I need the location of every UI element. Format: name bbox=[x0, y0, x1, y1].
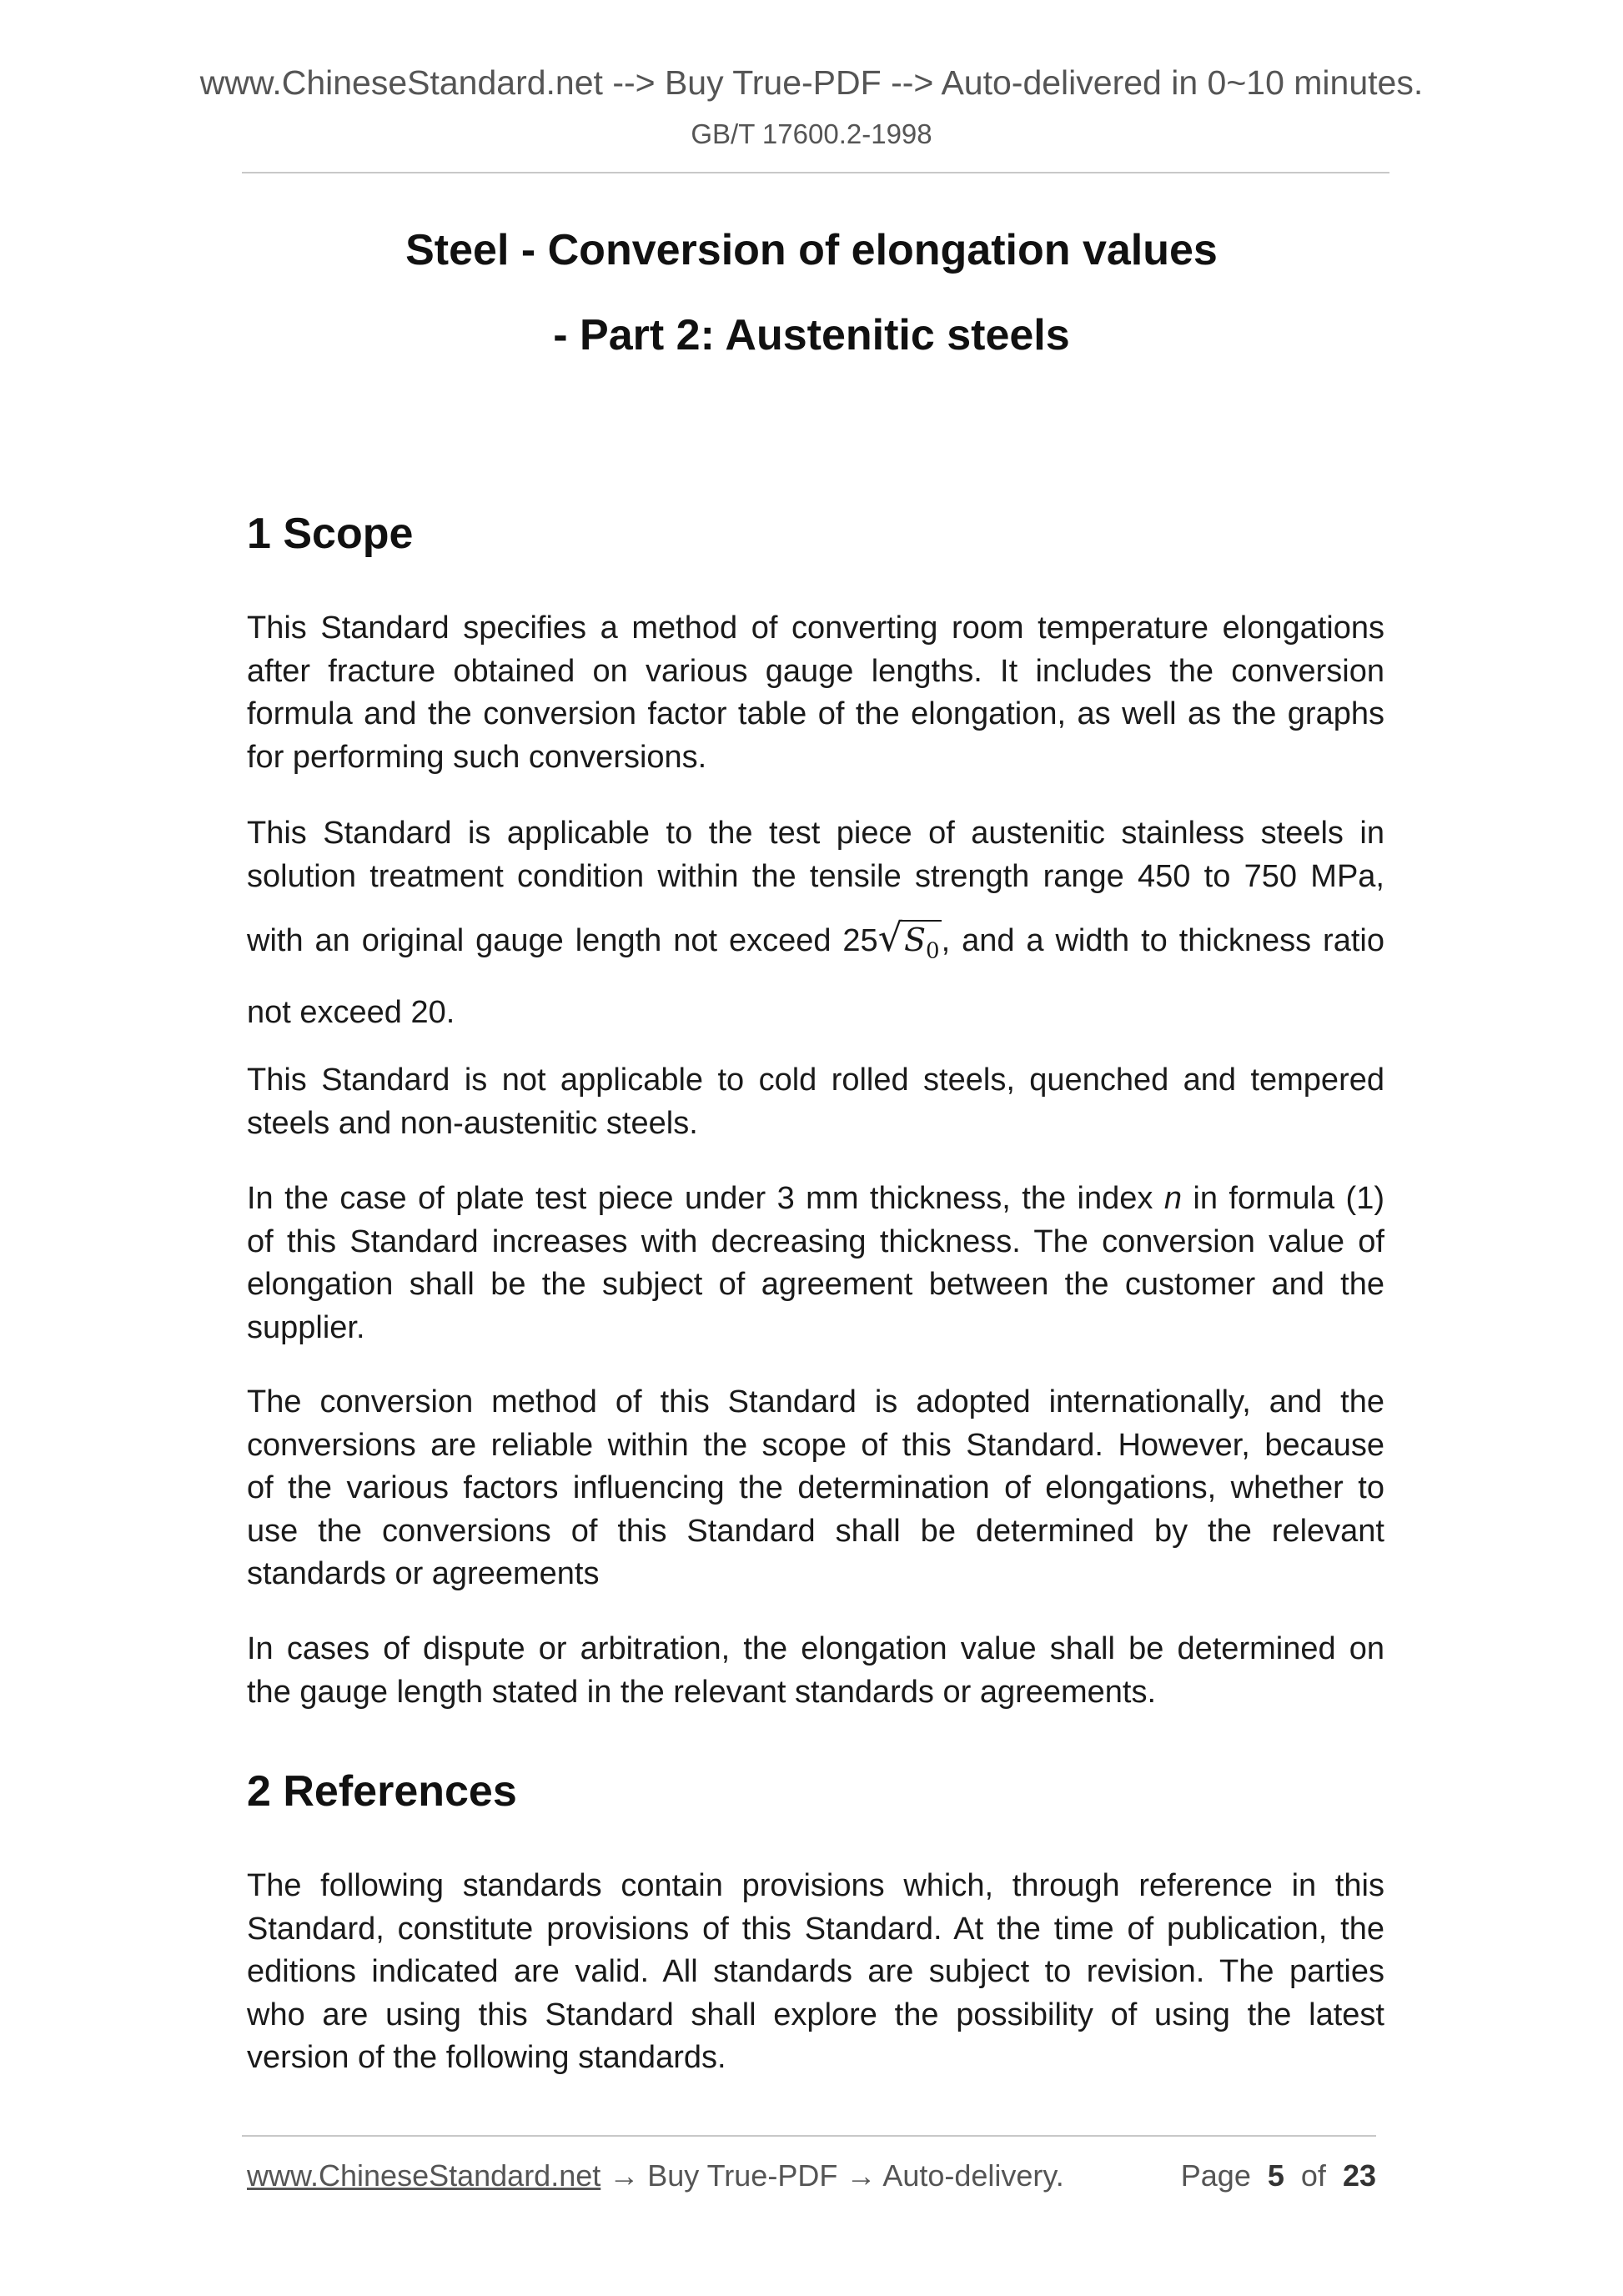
section-heading-references: 2 References bbox=[247, 1767, 517, 1816]
text-line bbox=[247, 1178, 1384, 1221]
text-line: version of the following standards. bbox=[247, 2040, 726, 2075]
text-line: The following standards contain provisions which, through reference in this bbox=[247, 1868, 1384, 1903]
scope-paragraph-3 bbox=[247, 1059, 1384, 1145]
document-title-line2: - Part 2: Austenitic steels bbox=[553, 311, 1070, 359]
radical-sign-icon: √ bbox=[877, 915, 902, 960]
page-of: of bbox=[1300, 2158, 1326, 2193]
page-indicator bbox=[1181, 2158, 1376, 2193]
text-line: This Standard is applicable to the test piece of austenitic stainless steels in bbox=[247, 816, 1384, 851]
formula-index: n bbox=[1163, 1181, 1182, 1216]
page-label: Page bbox=[1180, 2158, 1251, 2193]
text-line: editions indicated are valid. All standards are subject to revision. The parties bbox=[247, 1954, 1384, 1989]
scope-paragraph-2 bbox=[247, 812, 1384, 1035]
text-line: formula and the conversion factor table of the elongation, as well as the graphs bbox=[247, 696, 1384, 731]
text-line: not exceed 20. bbox=[247, 995, 455, 1031]
footer-tail-text: → Buy True-PDF → Auto-delivery. bbox=[600, 2158, 1064, 2193]
scope-paragraph-6 bbox=[247, 1628, 1384, 1714]
text-line: the gauge length stated in the relevant standards or agreements. bbox=[247, 1674, 1157, 1710]
text-line: after fracture obtained on various gauge lengths. It includes the conversion bbox=[247, 653, 1384, 689]
references-paragraph-1 bbox=[247, 1865, 1384, 2080]
square-root-formula bbox=[878, 917, 942, 973]
text-line: use the conversions of this Standard shall be determined by the relevant bbox=[247, 1513, 1384, 1549]
text-segment: with an original gauge length not exceed 25 bbox=[247, 923, 878, 958]
text-line: for performing such conversions. bbox=[247, 739, 707, 775]
text-line: steels and non-austenitic steels. bbox=[247, 1105, 698, 1141]
text-line: conversions are reliable within the scope of this Standard. However, because bbox=[247, 1427, 1384, 1463]
document-title-line1: Steel - Conversion of elongation values bbox=[405, 226, 1218, 274]
text-line: In cases of dispute or arbitration, the elongation value shall be determined on bbox=[247, 1631, 1384, 1666]
scope-paragraph-4 bbox=[247, 1178, 1384, 1349]
radicand-symbol: S bbox=[904, 922, 927, 958]
page-current: 5 bbox=[1267, 2158, 1284, 2193]
text-line: of the various factors influencing the determination of elongations, whether to bbox=[247, 1470, 1384, 1505]
text-line: standards or agreements bbox=[247, 1556, 600, 1591]
radicand bbox=[902, 920, 942, 964]
text-line: who are using this Standard shall explore the possibility of using the latest bbox=[247, 1997, 1384, 2032]
text-line: Standard, constitute provisions of this Standard. At the time of publication, the bbox=[247, 1911, 1384, 1947]
text-line: This Standard specifies a method of converting room temperature elongations bbox=[247, 610, 1384, 646]
text-segment: In the case of plate test piece under 3 mm thickness, the index bbox=[247, 1181, 1164, 1216]
header-divider bbox=[242, 172, 1389, 173]
text-line: of this Standard increases with decreasing thickness. The conversion value of bbox=[247, 1223, 1384, 1259]
text-line: elongation shall be the subject of agreement between the customer and the bbox=[247, 1267, 1384, 1302]
footer-divider bbox=[242, 2135, 1376, 2137]
scope-paragraph-1 bbox=[247, 607, 1384, 779]
header-banner: www.ChineseStandard.net --> Buy True-PDF --> Auto-delivered in 0~10 minutes. bbox=[199, 63, 1424, 102]
text-line: The conversion method of this Standard is adopted internationally, and the bbox=[247, 1384, 1384, 1419]
scope-paragraph-5 bbox=[247, 1381, 1384, 1596]
footer-site-link[interactable]: www.ChineseStandard.net bbox=[247, 2158, 601, 2193]
text-line: This Standard is not applicable to cold rolled steels, quenched and tempered bbox=[247, 1063, 1384, 1098]
text-line: solution treatment condition within the tensile strength range 450 to 750 MPa, bbox=[247, 858, 1384, 894]
section-heading-scope: 1 Scope bbox=[247, 510, 414, 558]
radicand-subscript: 0 bbox=[926, 938, 940, 964]
standard-number: GB/T 17600.2-1998 bbox=[691, 118, 932, 149]
text-line-with-formula bbox=[247, 917, 1384, 973]
text-segment: in formula (1) bbox=[1181, 1181, 1384, 1216]
text-segment: , and a width to thickness ratio bbox=[941, 923, 1384, 958]
footer-left bbox=[247, 2158, 1064, 2193]
text-line: supplier. bbox=[247, 1309, 365, 1345]
page-total: 23 bbox=[1342, 2158, 1376, 2193]
